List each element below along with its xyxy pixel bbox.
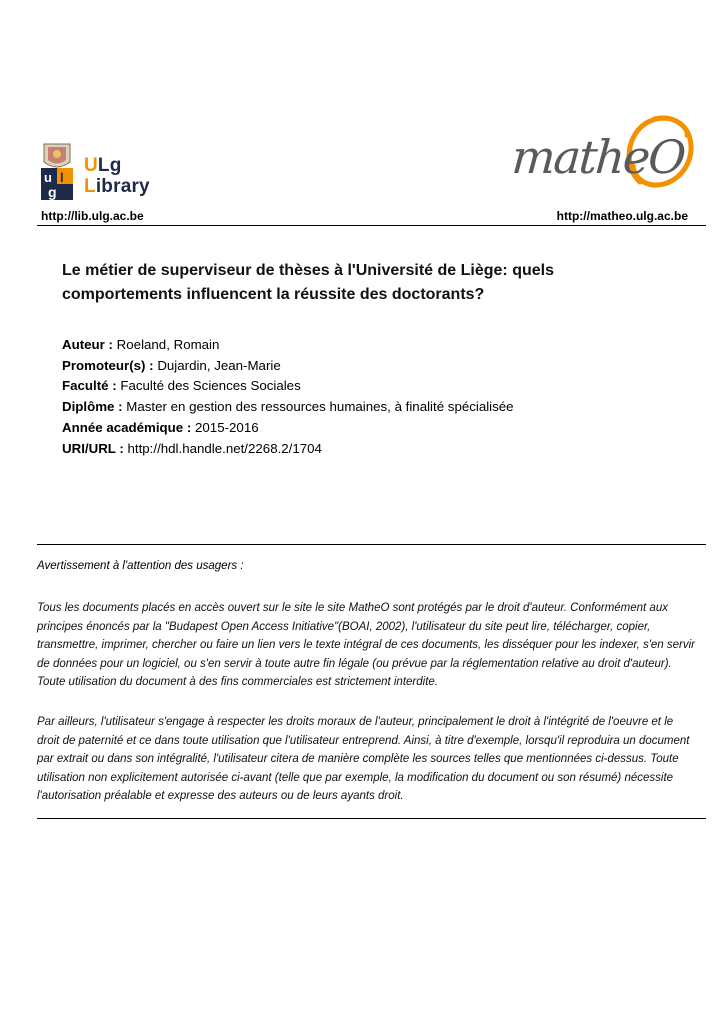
ulg-logo-line2: Library — [84, 176, 150, 197]
matheo-logo-text: matheO — [510, 130, 686, 184]
meta-value: Dujardin, Jean-Marie — [157, 357, 281, 373]
ulg-library-logo[interactable] — [40, 142, 150, 204]
meta-row-faculty — [62, 376, 662, 397]
meta-row-degree — [62, 397, 662, 418]
meta-label: Diplôme : — [62, 399, 127, 415]
notice-top-divider — [37, 544, 706, 545]
meta-label: Promoteur(s) : — [62, 357, 158, 373]
meta-label: Année académique : — [62, 419, 196, 435]
header-divider — [37, 225, 706, 226]
svg-text:u: u — [44, 170, 52, 185]
meta-value: Faculté des Sciences Sociales — [120, 378, 301, 394]
meta-row-academic-year — [62, 418, 662, 439]
matheo-logo[interactable] — [510, 112, 688, 194]
uri-link[interactable]: http://hdl.handle.net/2268.2/1704 — [127, 440, 322, 456]
document-title-line1: Le métier de superviseur de thèses à l'Université de Liège: quels — [62, 262, 554, 279]
meta-value: Roeland, Romain — [116, 337, 220, 352]
svg-text:l: l — [60, 170, 64, 185]
meta-row-author — [62, 335, 662, 356]
meta-label: Auteur : — [62, 337, 117, 352]
svg-text:g: g — [48, 184, 57, 200]
notice-paragraph-2: Par ailleurs, l'utilisateur s'engage à respecter les droits moraux de l'auteur, principalement le droit à l'intégrité de l'oeuvre et le droit de paternité et ce dans toute utilisation que l'utilisateur entreprend. Ainsi, à titre d'exemple, lorsqu'il reproduira un document par extrait ou dans son intégralité, l'utilisateur citera de manière complète les sources telles que mentionnées ci-dessus. Toute utilisation non explicitement autorisée ci-avant (telle que par exemple, la modification du document ou son résumé) nécessite l'autorisation préalable et expresse des auteurs ou de leurs ayants droit. — [37, 716, 690, 803]
notice-paragraph-1: Tous les documents placés en accès ouvert sur le site le site MatheO sont protégés par le droit d'auteur. Conformément aux principes énoncés par la "Budapest Open Access Initiative"(BOAI, 2002), l'utilisateur du site peut lire, télécharger, copier, transmettre, imprimer, chercher ou faire un lien vers le texte intégral de ces documents, les disséquer pour les indexer, s'en servir de données pour un logiciel, ou s'en servir à toute autre fin légale (ou prévue par la réglementation relative au droit d'auteur). Toute utilisation du document à des fins commerciales est strictement interdite. — [37, 602, 695, 689]
ulg-logo-line1: ULg — [84, 155, 122, 176]
document-title — [62, 259, 622, 307]
meta-value: 2015-2016 — [195, 419, 259, 435]
meta-row-uri — [62, 439, 662, 460]
notice-heading: Avertissement à l'attention des usagers : — [37, 560, 244, 572]
meta-label: Faculté : — [62, 378, 121, 394]
notice-bottom-divider — [37, 818, 706, 819]
ulg-crest-icon — [40, 142, 74, 202]
library-url-link[interactable]: http://lib.ulg.ac.be — [41, 209, 144, 223]
metadata-list — [62, 335, 662, 459]
meta-row-promoter — [62, 356, 662, 377]
meta-label: URI/URL : — [62, 440, 128, 456]
document-title-line2: comportements influencent la réussite des doctorants? — [62, 286, 485, 303]
meta-value: Master en gestion des ressources humaines, à finalité spécialisée — [126, 399, 514, 415]
matheo-url-link[interactable]: http://matheo.ulg.ac.be — [556, 209, 688, 223]
